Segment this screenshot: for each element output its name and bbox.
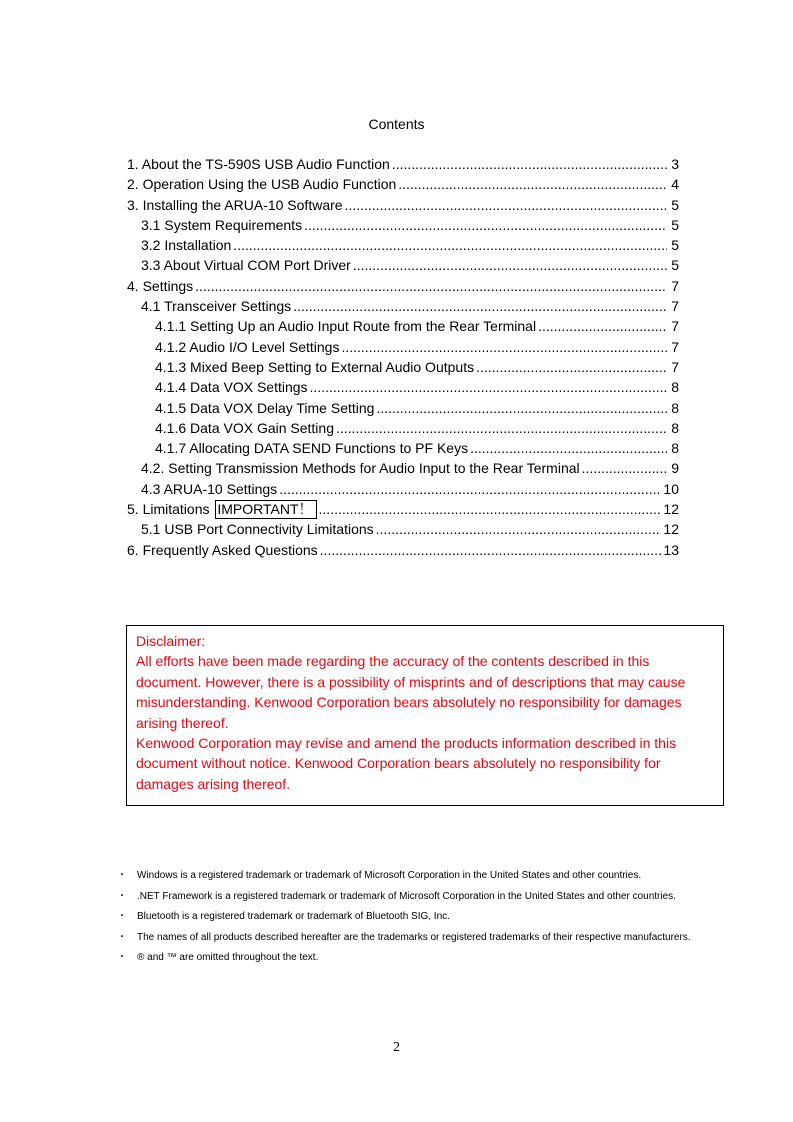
toc-leader-dots bbox=[392, 154, 667, 174]
toc-entry-label: 4.1.1 Setting Up an Audio Input Route from the Rear Terminal bbox=[155, 318, 537, 335]
toc-entry-page: 8 bbox=[671, 399, 679, 416]
toc-entry-label-text: 5. Limitations bbox=[127, 501, 210, 518]
bullet-icon: ・ bbox=[117, 911, 127, 922]
toc-leader-dots bbox=[336, 418, 667, 438]
toc-leader-dots bbox=[320, 540, 662, 560]
toc-entry-page: 13 bbox=[663, 541, 679, 558]
toc-entry-label: 4.2. Setting Transmission Methods for Audio Input to the Rear Terminal bbox=[141, 460, 580, 477]
toc-entry-page: 7 bbox=[671, 318, 679, 335]
toc-entry-label: 4.1.3 Mixed Beep Setting to External Audio Outputs bbox=[155, 358, 475, 375]
toc-entry-label: 3. Installing the ARUA-10 Software bbox=[127, 196, 343, 213]
toc-entry-label: 5.1 USB Port Connectivity Limitations bbox=[141, 521, 374, 538]
disclaimer-box bbox=[126, 625, 724, 806]
toc-entry-label: 4.1.2 Audio I/O Level Settings bbox=[155, 338, 340, 355]
toc-entry-page: 5 bbox=[671, 196, 679, 213]
toc-entry[interactable] bbox=[127, 337, 679, 357]
toc-leader-dots bbox=[582, 458, 667, 478]
toc-entry-page: 12 bbox=[663, 501, 679, 518]
trademark-text: The names of all products described hereafter are the trademarks or registered trademarks of their respective manufacturers. bbox=[137, 931, 691, 943]
toc-entry-label: 2. Operation Using the USB Audio Function bbox=[127, 176, 397, 193]
page-number: 2 bbox=[393, 1040, 400, 1055]
toc-leader-dots bbox=[353, 255, 667, 275]
bullet-icon: ・ bbox=[117, 931, 127, 943]
toc-entry-page: 8 bbox=[671, 379, 679, 396]
toc-entry[interactable] bbox=[127, 316, 679, 336]
toc-entry-label: 4.1.6 Data VOX Gain Setting bbox=[155, 419, 334, 436]
toc-leader-dots bbox=[376, 519, 662, 539]
toc-leader-dots bbox=[341, 337, 667, 357]
toc-entry[interactable] bbox=[127, 377, 679, 397]
toc-leader-dots bbox=[476, 357, 667, 377]
toc-entry-page: 7 bbox=[671, 277, 679, 294]
trademark-note bbox=[113, 887, 713, 908]
disclaimer-paragraph: All efforts have been made regarding the accuracy of the contents described in this document. However, there is a possibility of misprints and of descriptions that may cause misunderstanding. Kenwood Corporation bears absolutely no responsibility for damages arising thereof. bbox=[136, 653, 686, 731]
toc-entry[interactable] bbox=[127, 540, 679, 560]
toc-entry-page: 12 bbox=[663, 521, 679, 538]
trademark-note bbox=[113, 948, 713, 969]
toc-leader-dots bbox=[293, 296, 667, 316]
toc-entry[interactable] bbox=[127, 215, 679, 235]
toc-leader-dots bbox=[304, 215, 667, 235]
toc-entry-page: 8 bbox=[671, 419, 679, 436]
toc-entry[interactable] bbox=[127, 499, 679, 519]
toc-entry-label: 4.3 ARUA-10 Settings bbox=[141, 480, 278, 497]
toc-entry-label: 4.1 Transceiver Settings bbox=[141, 298, 292, 315]
toc-entry-page: 7 bbox=[671, 338, 679, 355]
toc-entry[interactable] bbox=[127, 276, 679, 296]
toc-entry-label: 4. Settings bbox=[127, 277, 194, 294]
toc-leader-dots bbox=[279, 479, 661, 499]
toc-entry[interactable] bbox=[127, 255, 679, 275]
toc-leader-dots bbox=[376, 398, 667, 418]
toc-entry-label: 4.1.5 Data VOX Delay Time Setting bbox=[155, 399, 375, 416]
bullet-icon: ・ bbox=[117, 952, 127, 963]
toc-entry-page: 3 bbox=[671, 156, 679, 172]
trademark-text: ® and ™ are omitted throughout the text. bbox=[137, 952, 319, 963]
toc-entry[interactable] bbox=[127, 235, 679, 255]
bullet-icon: ・ bbox=[117, 890, 127, 902]
disclaimer-paragraph: Kenwood Corporation may revise and amend the products information described in this document without notice. Kenwood Corporation bears absolutely no responsibility for damages arising thereof. bbox=[136, 735, 677, 792]
trademark-note bbox=[113, 866, 713, 887]
toc-leader-dots bbox=[345, 195, 667, 215]
toc-entry[interactable] bbox=[127, 154, 679, 174]
trademark-note bbox=[113, 907, 713, 928]
toc-entry-page: 4 bbox=[671, 176, 679, 193]
toc-entry[interactable] bbox=[127, 519, 679, 539]
important-tag: IMPORTANT！ bbox=[215, 500, 316, 519]
disclaimer-heading: Disclaimer: bbox=[136, 633, 206, 649]
toc-leader-dots bbox=[310, 377, 667, 397]
toc-entry[interactable] bbox=[127, 398, 679, 418]
toc-leader-dots bbox=[470, 438, 667, 458]
toc-entry-page: 8 bbox=[671, 440, 679, 457]
toc-entry[interactable] bbox=[127, 357, 679, 377]
toc-entry-label bbox=[127, 499, 317, 519]
toc-entry-label: 3.2 Installation bbox=[141, 237, 232, 254]
trademark-notes bbox=[113, 866, 713, 969]
toc-entry[interactable] bbox=[127, 195, 679, 215]
toc-entry[interactable] bbox=[127, 418, 679, 438]
trademark-text: Bluetooth is a registered trademark or trademark of Bluetooth SIG, Inc. bbox=[137, 911, 450, 922]
trademark-text: .NET Framework is a registered trademark or trademark of Microsoft Corporation in the United States and other countries. bbox=[137, 890, 676, 902]
trademark-text: Windows is a registered trademark or trademark of Microsoft Corporation in the United States and other countries. bbox=[137, 870, 642, 881]
toc-leader-dots bbox=[319, 499, 662, 519]
toc-entry-page: 7 bbox=[671, 298, 679, 315]
toc-entry-label: 3.3 About Virtual COM Port Driver bbox=[141, 257, 351, 274]
trademark-note bbox=[113, 928, 713, 949]
toc-entry[interactable] bbox=[127, 458, 679, 478]
toc-leader-dots bbox=[233, 235, 667, 255]
toc-entry-page: 5 bbox=[671, 216, 679, 233]
toc-entry-page: 7 bbox=[671, 358, 679, 375]
toc-entry[interactable] bbox=[127, 296, 679, 316]
toc-entry-label: 6. Frequently Asked Questions bbox=[127, 541, 318, 558]
toc-entry-page: 9 bbox=[671, 460, 679, 477]
toc-entry-label: 4.1.7 Allocating DATA SEND Functions to PF Keys bbox=[155, 440, 469, 457]
toc-entry-label: 4.1.4 Data VOX Settings bbox=[155, 379, 308, 396]
toc-entry[interactable] bbox=[127, 174, 679, 194]
toc-leader-dots bbox=[538, 316, 667, 336]
toc-entry-label: 1. About the TS-590S USB Audio Function bbox=[127, 156, 390, 172]
toc-title: Contents bbox=[368, 116, 425, 132]
toc-leader-dots bbox=[398, 174, 667, 194]
bullet-icon: ・ bbox=[117, 870, 127, 881]
toc-entry-page: 5 bbox=[671, 237, 679, 254]
toc-entry[interactable] bbox=[127, 479, 679, 499]
toc-entry-label: 3.1 System Requirements bbox=[141, 216, 303, 233]
toc-leader-dots bbox=[195, 276, 667, 296]
toc-entry-page: 5 bbox=[671, 257, 679, 274]
toc-entry-page: 10 bbox=[663, 480, 679, 497]
toc-entry[interactable] bbox=[127, 438, 679, 458]
table-of-contents bbox=[127, 154, 679, 560]
